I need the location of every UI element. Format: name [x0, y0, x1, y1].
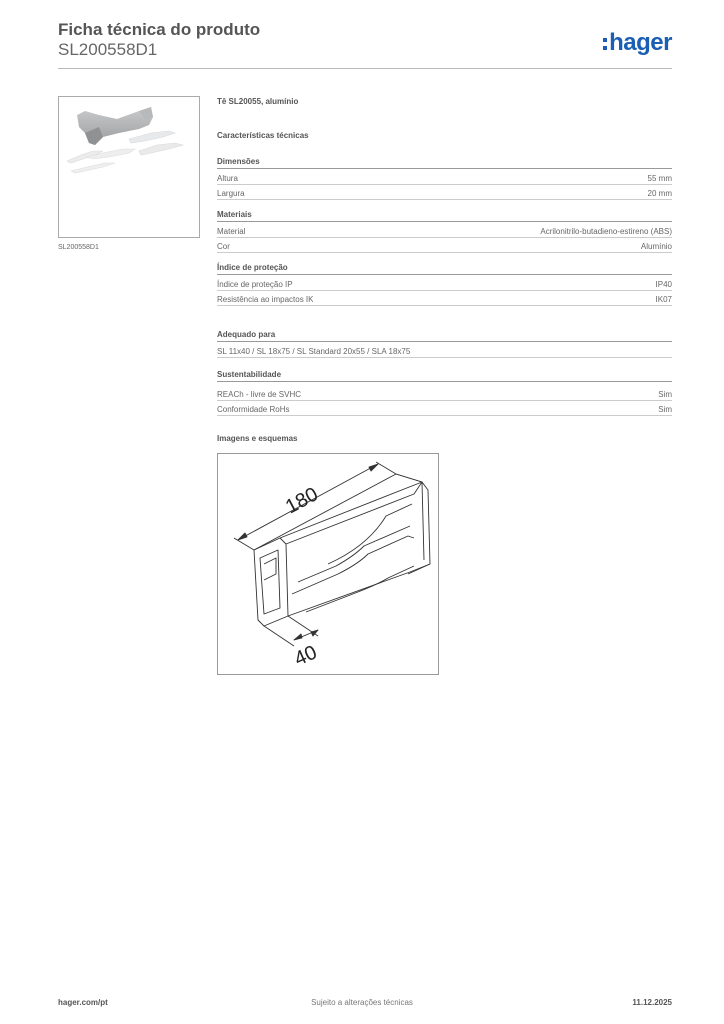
spec-label: REACh - livre de SVHC: [217, 390, 302, 399]
spec-row: [217, 342, 672, 358]
product-reference: SL200558D1: [58, 40, 158, 59]
spec-label: Material: [217, 227, 246, 236]
technical-drawing: [217, 453, 439, 675]
thumbnail-caption: SL200558D1: [58, 244, 99, 251]
product-thumbnail: [58, 96, 200, 238]
tech-heading: Características técnicas: [217, 131, 309, 140]
spec-value: Sim: [658, 390, 672, 399]
group-title-suitable: Adequado para: [217, 330, 672, 342]
spec-row: [217, 400, 672, 416]
spec-row: [217, 385, 672, 401]
spec-row: [217, 290, 672, 306]
spec-value: Sim: [658, 405, 672, 414]
group-title-materials: Materiais: [217, 210, 672, 222]
footer-notice: Sujeito a alterações técnicas: [311, 998, 413, 1007]
group-title-sustainability: Sustentabilidade: [217, 370, 672, 382]
product-name: Tê SL20055, alumínio: [217, 97, 299, 106]
spec-value: 55 mm: [647, 174, 672, 183]
spec-label: Largura: [217, 189, 245, 198]
spec-label: SL 11x40 / SL 18x75 / SL Standard 20x55 / SLA 18x75: [217, 347, 411, 356]
group-title-protection: Índice de proteção: [217, 263, 672, 275]
spec-row: [217, 169, 672, 185]
spec-row: [217, 275, 672, 291]
footer-date: 11.12.2025: [632, 998, 672, 1007]
logo-text: hager: [609, 29, 672, 56]
group-title-dimensions: Dimensões: [217, 157, 672, 169]
spec-row: [217, 222, 672, 238]
spec-row: [217, 237, 672, 253]
footer-website-link[interactable]: hager.com/pt: [58, 998, 108, 1007]
spec-value: IP40: [655, 280, 672, 289]
spec-label: Resistência ao impactos IK: [217, 295, 314, 304]
logo-dots-icon: [603, 38, 607, 50]
header-divider: [58, 68, 672, 69]
spec-label: Índice de proteção IP: [217, 280, 293, 289]
spec-value: Alumínio: [640, 242, 672, 251]
images-heading: Imagens e esquemas: [217, 434, 298, 443]
spec-label: Cor: [217, 242, 230, 251]
spec-value: IK07: [655, 295, 672, 304]
hager-logo[interactable]: [603, 28, 672, 58]
product-photo-icon: [59, 97, 199, 237]
spec-label: Conformidade RoHs: [217, 405, 290, 414]
spec-label: Altura: [217, 174, 238, 183]
spec-value: Acrilonitrilo-butadieno-estireno (ABS): [540, 227, 672, 236]
dimension-width-label: 40: [291, 641, 321, 671]
spec-value: 20 mm: [647, 189, 672, 198]
document-title: Ficha técnica do produto: [58, 20, 261, 39]
spec-row: [217, 184, 672, 200]
dimension-length-label: 180: [282, 483, 322, 519]
dimension-drawing-icon: [218, 454, 438, 674]
